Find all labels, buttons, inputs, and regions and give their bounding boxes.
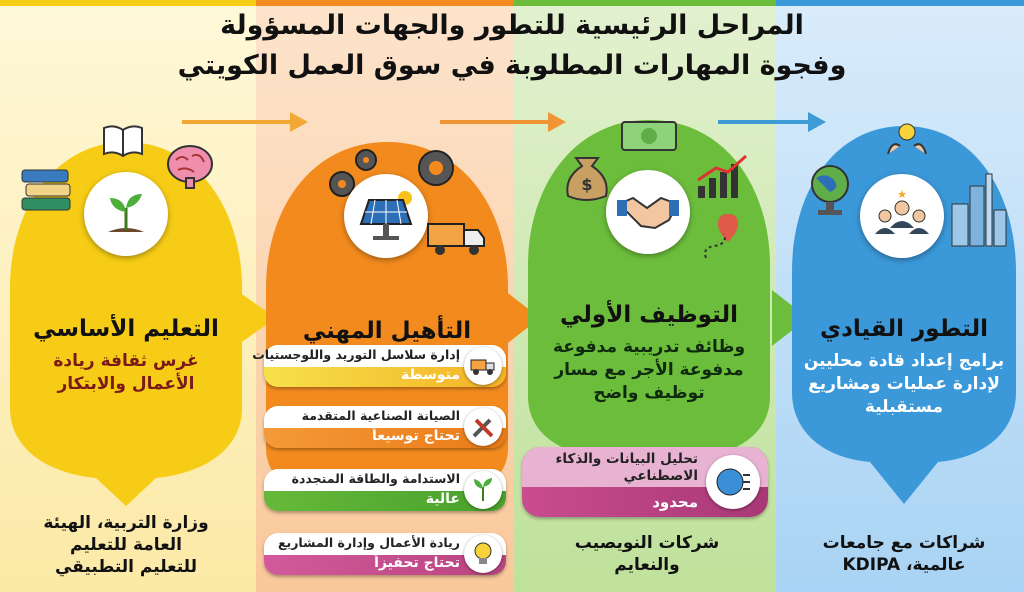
- description-line: غرس ثقافة ريادة: [53, 351, 199, 371]
- gear-icon: [412, 144, 460, 196]
- city-skyline-icon: [948, 170, 1008, 254]
- description-line: مستقبلية: [864, 397, 944, 417]
- skill-item: [522, 447, 768, 517]
- stage-icon-circle: [860, 174, 944, 258]
- responsible-entities: [6, 512, 246, 578]
- books-icon: [20, 162, 74, 218]
- skill-item: [264, 406, 506, 448]
- entity-line: عالمية، KDIPA: [842, 555, 966, 575]
- idea-hands-icon: [884, 120, 930, 164]
- sprout-icon: [464, 471, 502, 509]
- handshake-icon: [617, 190, 679, 234]
- stage-title: التأهيل المهني: [302, 318, 472, 344]
- svg-text:★: ★: [897, 188, 907, 201]
- entity-line: شركات النويصيب: [574, 533, 720, 553]
- description-line: لإدارة عمليات ومشاريع: [808, 374, 1000, 394]
- skill-label: الصيانة الصناعية المتقدمة: [301, 408, 460, 423]
- tools-icon: [464, 408, 502, 446]
- description-line: برامج إعداد قادة محليين: [803, 351, 1005, 371]
- skill-item: [264, 469, 506, 511]
- stage-icon-circle: [606, 170, 690, 254]
- skill-item: [264, 533, 506, 575]
- skill-label: ريادة الأعمال وإدارة المشاريع: [277, 535, 460, 550]
- stage-basic-education: [6, 118, 246, 508]
- skill-level: تحتاج توسيعاً: [372, 428, 460, 444]
- leaders-icon: [872, 188, 932, 244]
- entity-line: العامة للتعليم: [69, 535, 182, 555]
- skill-level: تحتاج تحفيزاً: [374, 555, 460, 571]
- skill-item: [252, 345, 506, 387]
- page-title: [160, 6, 864, 86]
- description-line: مدفوعة الأجر مع مسار: [554, 360, 744, 380]
- skill-level: عالية: [425, 491, 460, 507]
- stage-description: [534, 336, 764, 405]
- stage-title: التعليم الأساسي: [33, 316, 219, 342]
- entity-line: والنعايم: [614, 555, 680, 575]
- description-line: وظائف تدريبية مدفوعة: [552, 337, 746, 357]
- delivery-truck-icon: [464, 347, 502, 385]
- banknote-icon: [620, 118, 678, 158]
- description-line: الأعمال والابتكار: [57, 374, 195, 394]
- seedling-icon: [98, 186, 154, 242]
- stage-title: التطور القيادي: [820, 316, 988, 342]
- solar-panel-icon: [355, 188, 417, 244]
- entity-line: شراكات مع جامعات: [822, 533, 986, 553]
- skill-label: الاستدامة والطاقة المتجددة: [291, 471, 460, 486]
- skill-label: إدارة سلاسل التوريد واللوجستيات: [252, 347, 460, 362]
- stage-icon-circle: [84, 172, 168, 256]
- title-line-2: وفجوة المهارات المطلوبة في سوق العمل الكويتي: [177, 50, 847, 81]
- entity-line: للتعليم التطبيقي: [54, 557, 197, 577]
- responsible-entities: [522, 532, 772, 576]
- ai-brain-icon: [706, 455, 760, 509]
- stage-description: [16, 350, 236, 396]
- skill-level: محدود: [652, 493, 698, 511]
- globe-icon: [806, 162, 854, 222]
- stage-leadership-development: [788, 112, 1020, 512]
- description-line: توظيف واضح: [593, 383, 705, 403]
- stage-icon-circle: [344, 174, 428, 258]
- stage-description: [796, 350, 1012, 419]
- skill-level: متوسطة: [400, 367, 460, 383]
- skill-label: تحليل البيانات والذكاء الاصطناعي: [555, 451, 698, 484]
- growth-chart-icon: [694, 152, 750, 206]
- title-line-1: المراحل الرئيسية للتطور والجهات المسؤولة: [220, 10, 804, 41]
- brain-icon: [164, 142, 216, 194]
- delivery-truck-icon: [426, 218, 488, 262]
- entity-line: وزارة التربية، الهيئة: [43, 513, 209, 533]
- location-pin-icon: [700, 212, 740, 266]
- stage-title: التوظيف الأولي: [560, 302, 738, 328]
- svg-text:$: $: [581, 175, 593, 194]
- open-book-icon: [100, 122, 146, 164]
- lightbulb-icon: [464, 535, 502, 573]
- responsible-entities: [788, 532, 1020, 576]
